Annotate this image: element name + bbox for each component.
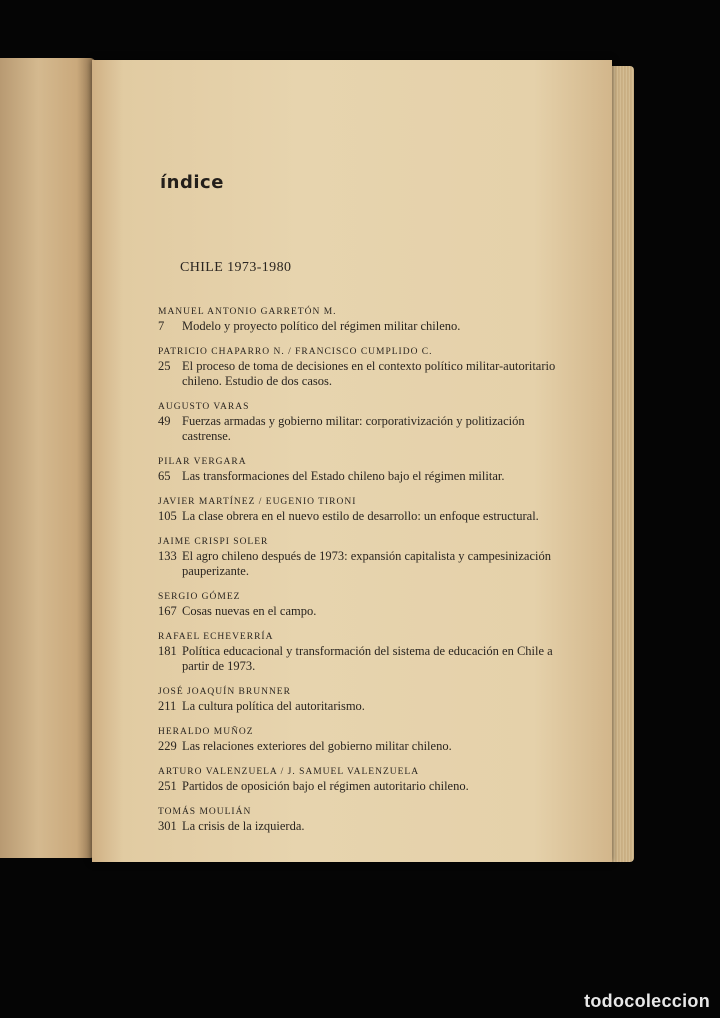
toc-line [158, 319, 558, 334]
toc-line [158, 644, 558, 674]
toc-entry [158, 631, 558, 674]
toc-title: La crisis de la izquierda. [182, 819, 305, 833]
toc-line [158, 779, 558, 794]
toc-title: La cultura política del autoritarismo. [182, 699, 365, 713]
toc-page-number: 167 [158, 604, 177, 618]
toc-entry [158, 766, 558, 794]
toc-author: PATRICIO CHAPARRO N. / FRANCISCO CUMPLIDO C. [158, 347, 433, 357]
left-page [0, 58, 96, 858]
toc-author: ARTURO VALENZUELA / J. SAMUEL VALENZUELA [158, 767, 420, 777]
toc-page-number: 133 [158, 549, 177, 563]
toc-author: JOSÉ JOAQUÍN BRUNNER [158, 687, 291, 697]
toc-line [158, 549, 558, 579]
toc-page-number: 181 [158, 644, 177, 658]
toc-title: Partidos de oposición bajo el régimen autoritario chileno. [182, 779, 469, 793]
toc-page-number: 7 [158, 319, 165, 333]
toc-entry [158, 591, 558, 619]
toc-title: Política educacional y transformación del sistema de educación en Chile a partir de 1973. [182, 644, 553, 673]
toc-author: PILAR VERGARA [158, 457, 247, 467]
toc-page-number: 251 [158, 779, 177, 793]
toc-title: Las relaciones exteriores del gobierno militar chileno. [182, 739, 452, 753]
toc-page-number: 105 [158, 509, 177, 523]
toc-page-number: 229 [158, 739, 177, 753]
toc-author: JAVIER MARTÍNEZ / EUGENIO TIRONI [158, 497, 357, 507]
toc-page-number: 65 [158, 469, 171, 483]
toc-entry [158, 806, 558, 834]
page-content [92, 60, 612, 862]
toc-author: AUGUSTO VARAS [158, 402, 250, 412]
section-heading: CHILE 1973-1980 [180, 260, 292, 275]
toc-entries [158, 306, 558, 846]
page-title: índice [160, 172, 224, 193]
toc-entry [158, 686, 558, 714]
toc-line [158, 819, 558, 834]
toc-line [158, 414, 558, 444]
toc-author: HERALDO MUÑOZ [158, 727, 254, 737]
toc-author: RAFAEL ECHEVERRÍA [158, 632, 274, 642]
toc-author: MANUEL ANTONIO GARRETÓN M. [158, 307, 337, 317]
toc-title: El agro chileno después de 1973: expansión capitalista y campesinización pauperizante. [182, 549, 551, 578]
toc-entry [158, 536, 558, 579]
toc-title: Modelo y proyecto político del régimen militar chileno. [182, 319, 461, 333]
toc-author: JAIME CRISPI SOLER [158, 537, 269, 547]
toc-line [158, 699, 558, 714]
toc-line [158, 604, 558, 619]
toc-page-number: 301 [158, 819, 177, 833]
toc-entry [158, 456, 558, 484]
toc-title: Fuerzas armadas y gobierno militar: corporativización y politización castrense. [182, 414, 525, 443]
toc-entry [158, 496, 558, 524]
toc-page-number: 25 [158, 359, 171, 373]
toc-title: Cosas nuevas en el campo. [182, 604, 317, 618]
toc-entry [158, 401, 558, 444]
toc-title: El proceso de toma de decisiones en el contexto político militar-autoritario chileno. Estudio de dos casos. [182, 359, 556, 388]
toc-line [158, 469, 558, 484]
toc-title: La clase obrera en el nuevo estilo de desarrollo: un enfoque estructural. [182, 509, 539, 523]
toc-entry [158, 726, 558, 754]
toc-line [158, 359, 558, 389]
book-page [92, 60, 612, 862]
toc-line [158, 739, 558, 754]
toc-title: Las transformaciones del Estado chileno bajo el régimen militar. [182, 469, 505, 483]
watermark: todocoleccion [584, 991, 710, 1011]
toc-page-number: 49 [158, 414, 171, 428]
toc-author: SERGIO GÓMEZ [158, 592, 241, 602]
toc-entry [158, 306, 558, 334]
toc-author: TOMÁS MOULIÁN [158, 807, 252, 817]
toc-page-number: 211 [158, 699, 177, 713]
toc-line [158, 509, 558, 524]
toc-entry [158, 346, 558, 389]
